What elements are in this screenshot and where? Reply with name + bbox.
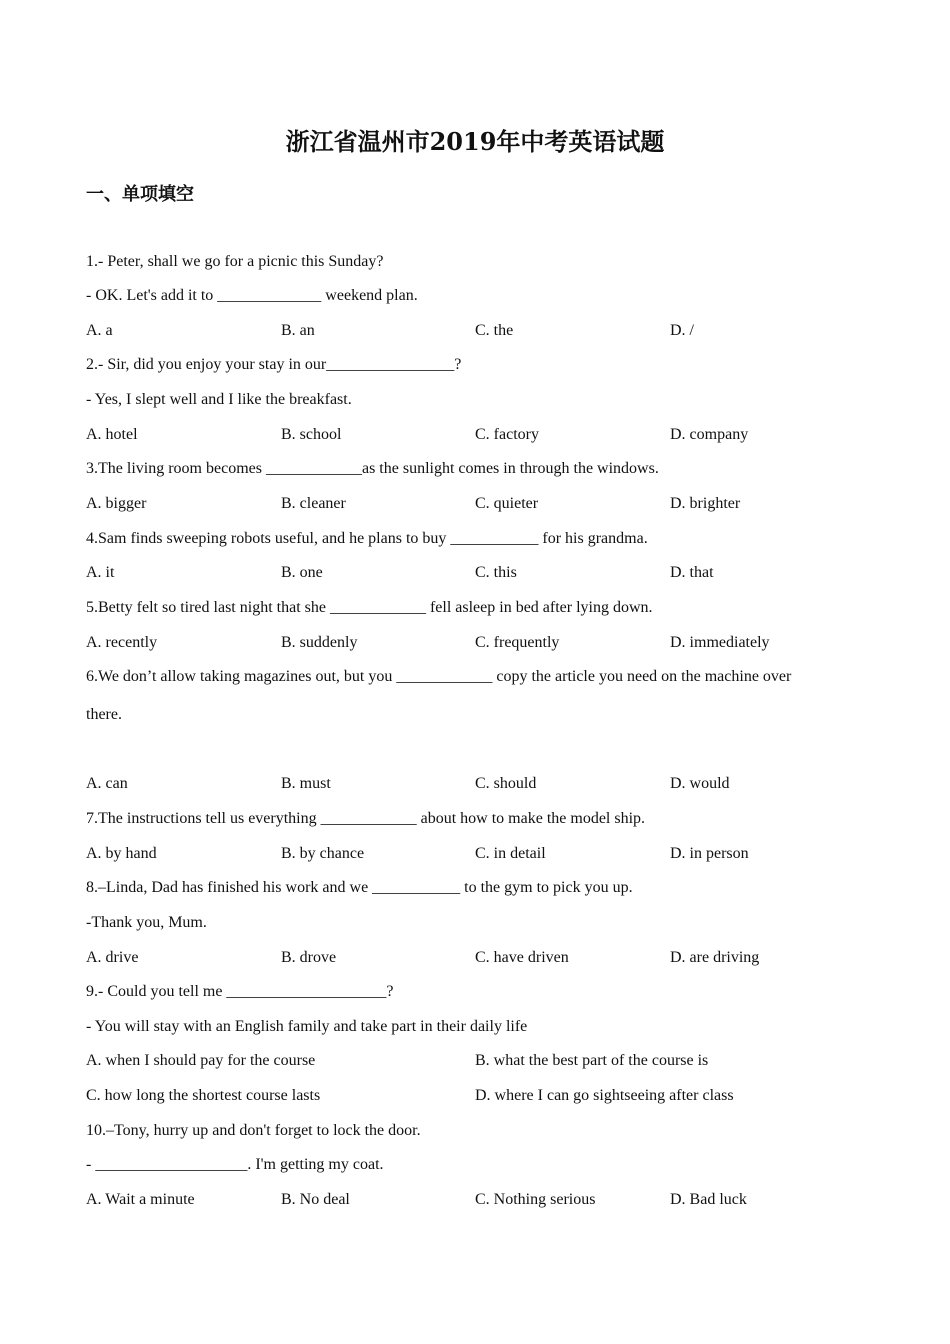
q8-option-a: A. drive [86, 949, 139, 966]
q2-option-b: B. school [281, 426, 342, 443]
question-4-stem: 4.Sam finds sweeping robots useful, and he plans to buy ___________ for his grandma. [86, 530, 648, 547]
section-heading: 一、单项填空 [86, 184, 194, 205]
question-3-stem: 3.The living room becomes ____________as the sunlight comes in through the windows. [86, 460, 659, 477]
q9-option-b: B. what the best part of the course is [475, 1052, 709, 1069]
q2-option-a: A. hotel [86, 426, 138, 443]
question-10-reply: - ___________________. I'm getting my coat. [86, 1156, 384, 1173]
q3-option-d: D. brighter [670, 495, 741, 512]
question-8-stem: 8.–Linda, Dad has finished his work and we ___________ to the gym to pick you up. [86, 879, 633, 896]
q8-option-c: C. have driven [475, 949, 569, 966]
q1-option-a: A. a [86, 322, 113, 339]
q7-option-c: C. in detail [475, 845, 546, 862]
question-2-stem: 2.- Sir, did you enjoy your stay in our________________? [86, 356, 462, 373]
question-5-stem: 5.Betty felt so tired last night that she ____________ fell asleep in bed after lying down. [86, 599, 653, 616]
question-7-stem: 7.The instructions tell us everything ____________ about how to make the model ship. [86, 810, 646, 827]
q7-option-a: A. by hand [86, 845, 157, 862]
q2-option-d: D. company [670, 426, 749, 443]
q4-option-b: B. one [281, 564, 323, 581]
q4-option-d: D. that [670, 564, 714, 581]
question-2-reply: - Yes, I slept well and I like the breakfast. [86, 391, 352, 408]
q9-option-a: A. when I should pay for the course [86, 1052, 316, 1069]
q4-option-a: A. it [86, 564, 115, 581]
q1-option-b: B. an [281, 322, 315, 339]
q4-option-c: C. this [475, 564, 517, 581]
q10-option-a: A. Wait a minute [86, 1191, 195, 1208]
q2-option-c: C. factory [475, 426, 539, 443]
q7-option-b: B. by chance [281, 845, 365, 862]
q6-option-a: A. can [86, 775, 128, 792]
q6-option-c: C. should [475, 775, 537, 792]
question-1-stem: 1.- Peter, shall we go for a picnic this Sunday? [86, 253, 384, 270]
q8-option-b: B. drove [281, 949, 337, 966]
q5-option-a: A. recently [86, 634, 158, 651]
question-9-stem: 9.- Could you tell me ____________________? [86, 983, 394, 1000]
q6-option-d: D. would [670, 775, 730, 792]
q10-option-c: C. Nothing serious [475, 1191, 596, 1208]
q9-option-c: C. how long the shortest course lasts [86, 1087, 321, 1104]
question-9-reply: - You will stay with an English family and take part in their daily life [86, 1018, 528, 1035]
q9-option-d: D. where I can go sightseeing after class [475, 1087, 734, 1104]
question-10-stem: 10.–Tony, hurry up and don't forget to lock the door. [86, 1122, 421, 1139]
question-6-stem-cont: there. [86, 706, 122, 723]
q7-option-d: D. in person [670, 845, 749, 862]
q10-option-b: B. No deal [281, 1191, 350, 1208]
q5-option-b: B. suddenly [281, 634, 358, 651]
q3-option-b: B. cleaner [281, 495, 346, 512]
q5-option-d: D. immediately [670, 634, 770, 651]
q3-option-c: C. quieter [475, 495, 539, 512]
q8-option-d: D. are driving [670, 949, 760, 966]
q1-option-d: D. / [670, 322, 694, 339]
question-6-stem: 6.We don’t allow taking magazines out, but you ____________ copy the article you need on the machine over [86, 668, 792, 685]
q5-option-c: C. frequently [475, 634, 560, 651]
page-title: 浙江省温州市2019年中考英语试题 [285, 127, 665, 156]
q1-option-c: C. the [475, 322, 514, 339]
q3-option-a: A. bigger [86, 495, 147, 512]
q6-option-b: B. must [281, 775, 331, 792]
question-8-reply: -Thank you, Mum. [86, 914, 207, 931]
question-1-reply: - OK. Let's add it to _____________ weekend plan. [86, 287, 418, 304]
q10-option-d: D. Bad luck [670, 1191, 747, 1208]
